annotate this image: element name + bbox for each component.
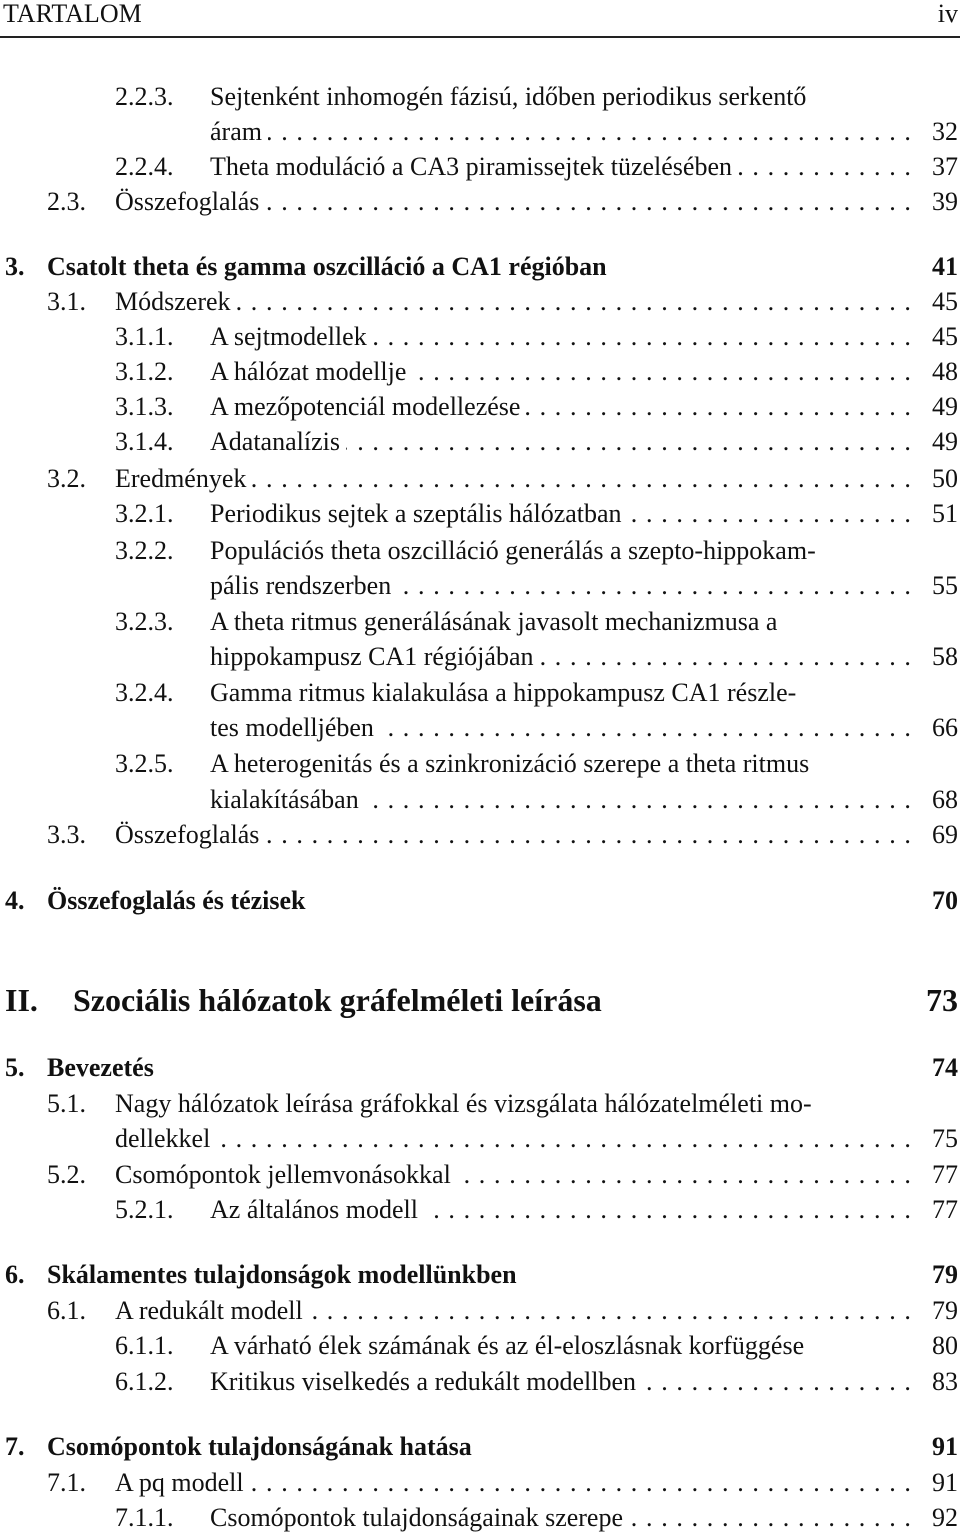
toc-entry[interactable]	[0, 150, 960, 184]
entry-page: 37	[932, 152, 958, 181]
entry-number: 6.1.1.	[115, 1331, 174, 1360]
toc-entry[interactable]	[0, 1501, 960, 1535]
toc-entry[interactable]	[0, 1466, 960, 1500]
toc-entry[interactable]	[0, 390, 960, 424]
toc-chapter[interactable]	[0, 1258, 960, 1292]
entry-page: 51	[932, 499, 958, 528]
entry-number: 3.2.1.	[115, 499, 174, 528]
toc-chapter[interactable]	[0, 1051, 960, 1085]
entry-title: A pq modell . . .	[115, 1466, 912, 1500]
toc-entry[interactable]	[0, 80, 960, 114]
chapter-number: 3.	[5, 252, 25, 281]
toc-chapter[interactable]	[0, 1430, 960, 1464]
entry-title: Csomópontok jellemvonásokkal . . .	[115, 1158, 912, 1192]
toc-chapter[interactable]	[0, 884, 960, 918]
entry-number: 2.2.3.	[115, 82, 174, 111]
entry-number: 6.1.	[47, 1296, 86, 1325]
entry-title: Az általános modell . . .	[210, 1193, 912, 1227]
running-header-title: TARTALOM	[3, 0, 142, 28]
entry-title: A hálózat modellje . . .	[210, 355, 912, 389]
toc-part[interactable]	[0, 980, 960, 1020]
entry-title: Sejtenként inhomogén fázisú, időben periodikus serkentő	[210, 80, 890, 114]
entry-title: hippokampusz CA1 régiójában . . .	[210, 640, 912, 674]
entry-number: 7.1.	[47, 1468, 86, 1497]
part-page: 73	[926, 982, 958, 1018]
toc-entry[interactable]	[0, 640, 960, 674]
entry-title: tes modelljében . . .	[210, 711, 912, 745]
entry-number: 2.2.4.	[115, 152, 174, 181]
entry-title: Periodikus sejtek a szeptális hálózatban . . .	[210, 497, 912, 531]
entry-title: A redukált modell . . .	[115, 1294, 912, 1328]
entry-number: 3.2.	[47, 464, 86, 493]
toc-entry[interactable]	[0, 605, 960, 639]
toc-entry[interactable]	[0, 285, 960, 319]
entry-page: 39	[932, 187, 958, 216]
entry-page: 66	[932, 713, 958, 742]
entry-page: 80	[932, 1331, 958, 1360]
entry-number: 5.2.1.	[115, 1195, 174, 1224]
toc-entry[interactable]	[0, 185, 960, 219]
toc-entry[interactable]	[0, 320, 960, 354]
chapter-title: Csatolt theta és gamma oszcilláció a CA1 régióban	[47, 250, 900, 284]
entry-title: Kritikus viselkedés a redukált modellben . . .	[210, 1365, 912, 1399]
toc-entry[interactable]	[0, 818, 960, 852]
entry-title: Nagy hálózatok leírása gráfokkal és vizsgálata hálózatelméleti mo-	[115, 1087, 920, 1121]
entry-page: 45	[932, 322, 958, 351]
chapter-page: 41	[932, 252, 958, 281]
entry-page: 49	[932, 392, 958, 421]
entry-number: 6.1.2.	[115, 1367, 174, 1396]
entry-title: dellekkel . . .	[115, 1122, 912, 1156]
toc-entry[interactable]	[0, 676, 960, 710]
entry-title: Módszerek . . .	[115, 285, 912, 319]
entry-page: 32	[932, 117, 958, 146]
entry-title: áram . . .	[210, 115, 912, 149]
toc-chapter[interactable]	[0, 250, 960, 284]
toc-entry[interactable]	[0, 355, 960, 389]
entry-number: 3.2.3.	[115, 607, 174, 636]
entry-title: Theta moduláció a CA3 piramissejtek tüzelésében . . .	[210, 150, 912, 184]
chapter-title: Csomópontok tulajdonságának hatása	[47, 1430, 900, 1464]
chapter-page: 79	[932, 1260, 958, 1289]
entry-number: 3.2.2.	[115, 536, 174, 565]
part-title: Szociális hálózatok gráfelméleti leírása	[73, 980, 900, 1020]
entry-title: Csomópontok tulajdonságainak szerepe . . .	[210, 1501, 912, 1535]
entry-number: 3.2.4.	[115, 678, 174, 707]
running-header	[0, 0, 960, 40]
entry-page: 50	[932, 464, 958, 493]
chapter-number: 7.	[5, 1432, 25, 1461]
entry-number: 3.2.5.	[115, 749, 174, 778]
toc-entry[interactable]	[0, 1294, 960, 1328]
toc-entry[interactable]	[0, 569, 960, 603]
entry-title: A sejtmodellek . . .	[210, 320, 912, 354]
toc-entry[interactable]	[0, 115, 960, 149]
entry-number: 5.2.	[47, 1160, 86, 1189]
chapter-title: Bevezetés	[47, 1051, 900, 1085]
entry-page: 68	[932, 785, 958, 814]
header-rule	[0, 36, 960, 38]
toc-entry[interactable]	[0, 1087, 960, 1121]
entry-page: 77	[932, 1160, 958, 1189]
toc-entry[interactable]	[0, 425, 960, 459]
chapter-title: Skálamentes tulajdonságok modellünkben	[47, 1258, 900, 1292]
toc-entry[interactable]	[0, 1329, 960, 1363]
part-number: II.	[5, 982, 38, 1018]
entry-page: 83	[932, 1367, 958, 1396]
entry-title: Adatanalízis . . .	[210, 425, 912, 459]
toc-entry[interactable]	[0, 711, 960, 745]
entry-page: 49	[932, 427, 958, 456]
chapter-page: 70	[932, 886, 958, 915]
entry-page: 75	[932, 1124, 958, 1153]
toc-entry[interactable]	[0, 534, 960, 568]
entry-title: kialakításában . . .	[210, 783, 912, 817]
entry-page: 91	[932, 1468, 958, 1497]
entry-number: 2.3.	[47, 187, 86, 216]
chapter-number: 4.	[5, 886, 25, 915]
entry-number: 5.1.	[47, 1089, 86, 1118]
running-header-page: iv	[937, 0, 958, 28]
entry-number: 3.1.2.	[115, 357, 174, 386]
entry-number: 3.3.	[47, 820, 86, 849]
chapter-page: 91	[932, 1432, 958, 1461]
entry-title: pális rendszerben . . .	[210, 569, 912, 603]
chapter-title: Összefoglalás és tézisek	[47, 884, 900, 918]
entry-page: 77	[932, 1195, 958, 1224]
toc-entry[interactable]	[0, 783, 960, 817]
entry-title: A mezőpotenciál modellezése . . .	[210, 390, 912, 424]
chapter-number: 5.	[5, 1053, 25, 1082]
entry-number: 3.1.	[47, 287, 86, 316]
entry-page: 92	[932, 1503, 958, 1532]
entry-page: 79	[932, 1296, 958, 1325]
chapter-number: 6.	[5, 1260, 25, 1289]
entry-title: Összefoglalás . . .	[115, 818, 912, 852]
entry-page: 48	[932, 357, 958, 386]
entry-title: A heterogenitás és a szinkronizáció szerepe a theta ritmus	[210, 747, 920, 781]
entry-page: 45	[932, 287, 958, 316]
entry-title: Populációs theta oszcilláció generálás a szepto-hippokam-	[210, 534, 920, 568]
entry-title: Gamma ritmus kialakulása a hippokampusz CA1 részle-	[210, 676, 920, 710]
toc-entry[interactable]	[0, 1158, 960, 1192]
entry-title: Összefoglalás . . .	[115, 185, 912, 219]
entry-number: 7.1.1.	[115, 1503, 174, 1532]
entry-number: 3.1.4.	[115, 427, 174, 456]
entry-page: 69	[932, 820, 958, 849]
toc-entry[interactable]	[0, 462, 960, 496]
entry-title: A várható élek számának és az él-eloszlásnak korfüggése	[210, 1329, 912, 1363]
entry-title: Eredmények . . .	[115, 462, 912, 496]
entry-number: 3.1.3.	[115, 392, 174, 421]
entry-page: 55	[932, 571, 958, 600]
toc-entry[interactable]	[0, 747, 960, 781]
toc-entry[interactable]	[0, 1122, 960, 1156]
entry-title: A theta ritmus generálásának javasolt mechanizmusa a	[210, 605, 920, 639]
toc-entry[interactable]	[0, 1193, 960, 1227]
toc-entry[interactable]	[0, 1365, 960, 1399]
chapter-page: 74	[932, 1053, 958, 1082]
entry-page: 58	[932, 642, 958, 671]
entry-number: 3.1.1.	[115, 322, 174, 351]
toc-entry[interactable]	[0, 497, 960, 531]
